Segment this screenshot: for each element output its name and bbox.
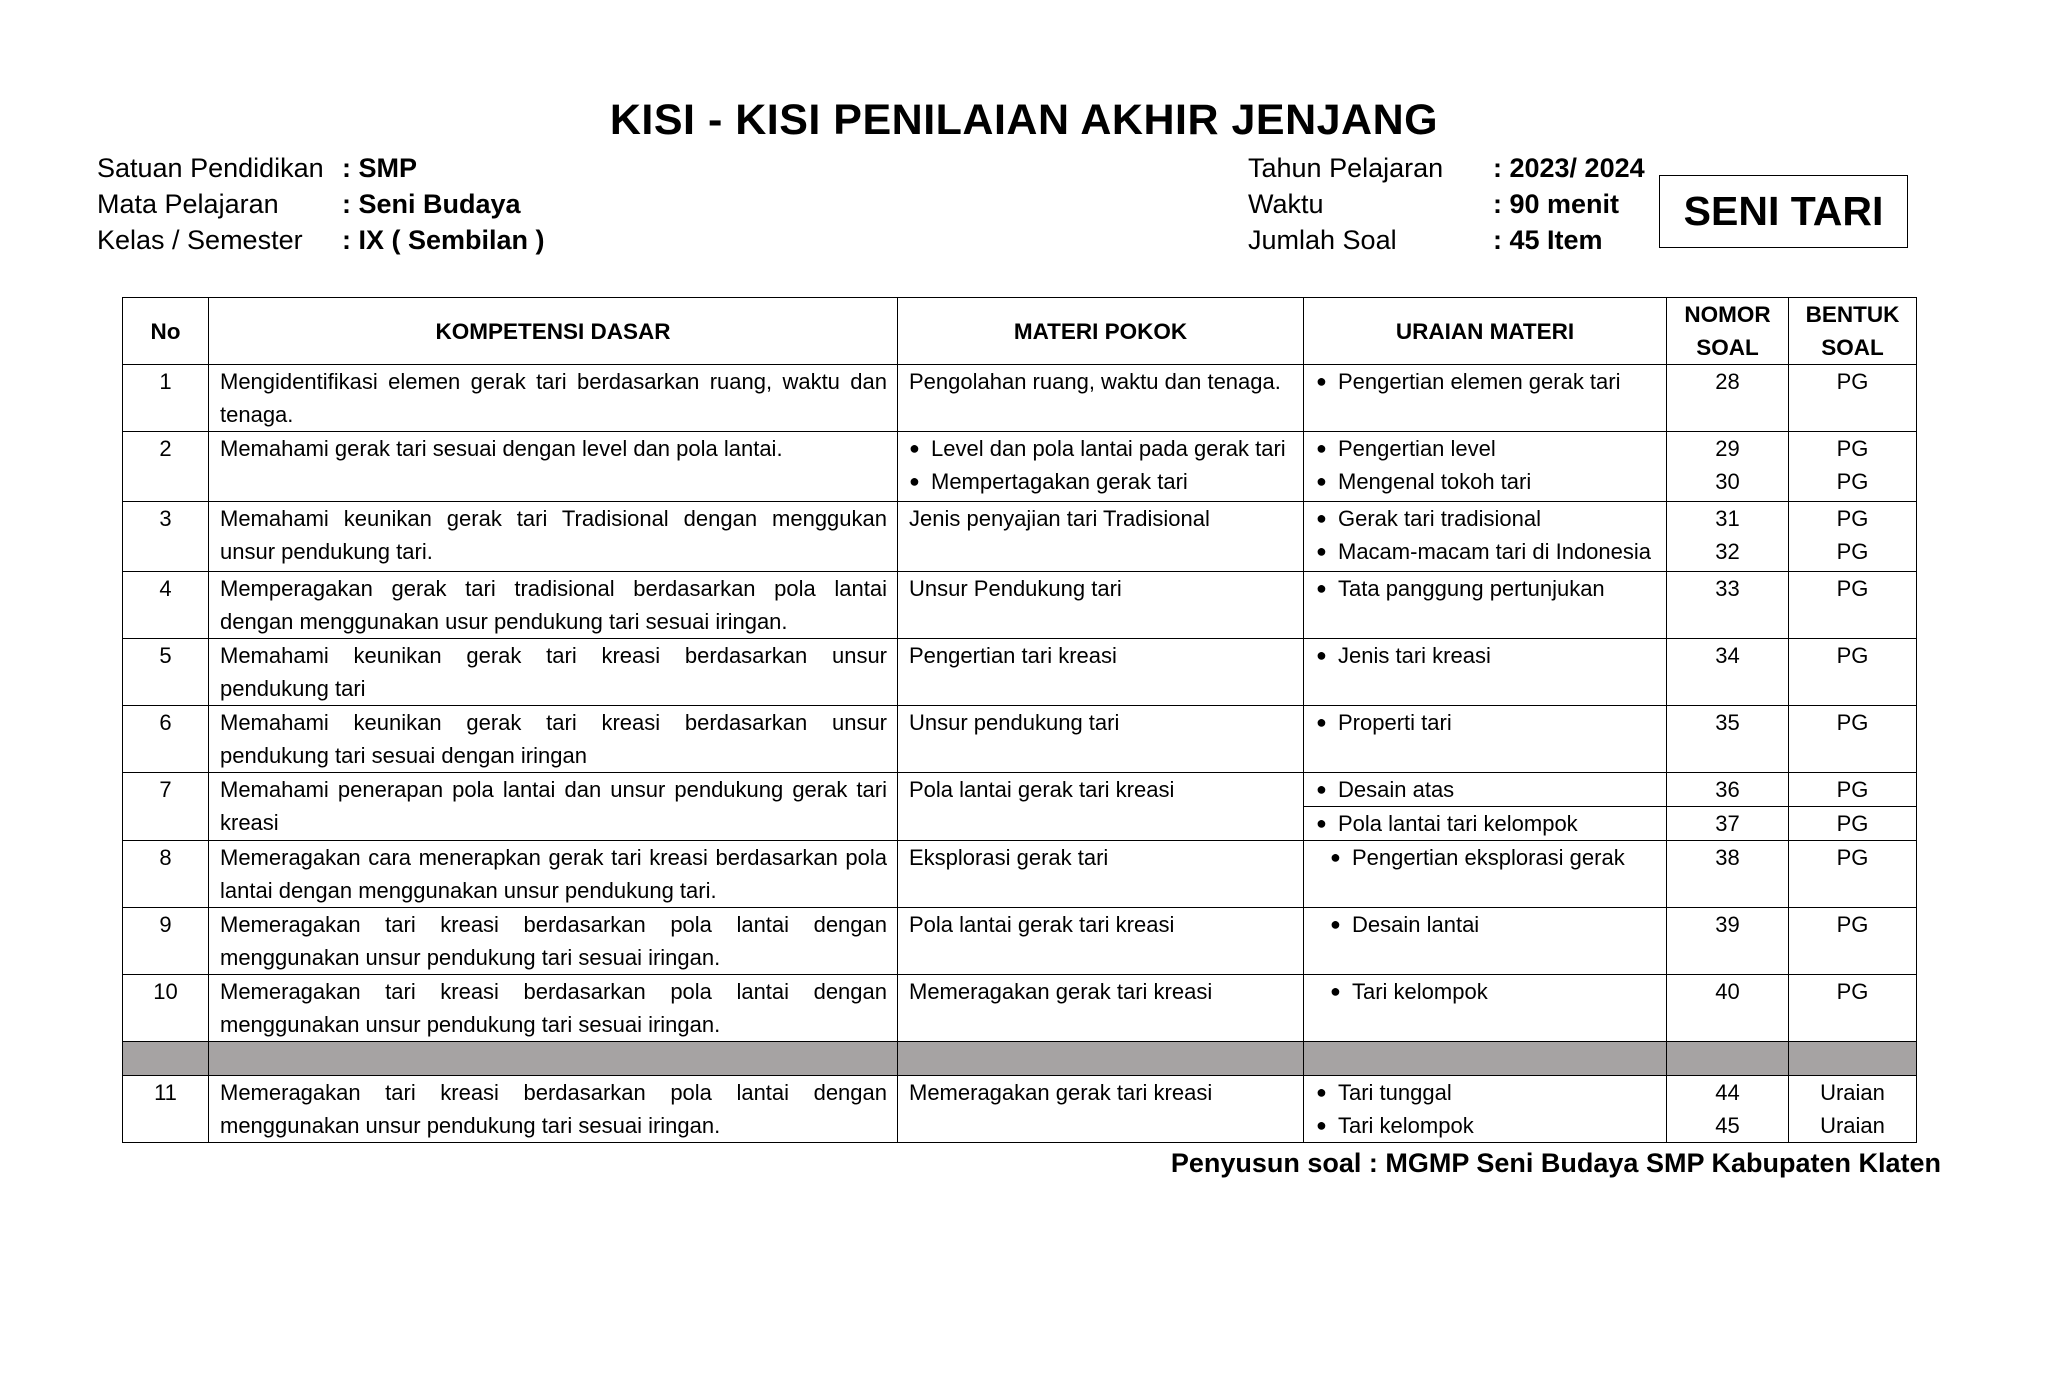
cell-materi: Pengolahan ruang, waktu dan tenaga.	[898, 365, 1304, 432]
cell-uraian	[1304, 706, 1667, 773]
bentuk-value: Uraian	[1820, 1113, 1885, 1138]
cell-no: 7	[123, 773, 209, 841]
cell-uraian	[1304, 1076, 1667, 1143]
info-label: Waktu	[1248, 189, 1324, 219]
bullet-item	[1316, 535, 1658, 568]
bullet-icon: ●	[1330, 914, 1341, 934]
cell-materi: Jenis penyajian tari Tradisional	[898, 502, 1304, 572]
nomor-value: 31	[1715, 506, 1740, 531]
table-row	[123, 432, 1917, 502]
bullet-text: Pola lantai tari kelompok	[1338, 811, 1578, 836]
bullet-item	[909, 432, 1293, 465]
separator-cell	[898, 1042, 1304, 1076]
cell-materi: Pengertian tari kreasi	[898, 639, 1304, 706]
header-text: NOMOR	[1684, 302, 1771, 327]
bullet-icon: ●	[1316, 438, 1327, 458]
cell-kompetensi: Memeragakan cara menerapkan gerak tari kreasi berdasarkan pola lantai dengan menggunakan unsur pendukung tari.	[209, 841, 898, 908]
bullet-icon: ●	[1316, 645, 1327, 665]
table-separator-row	[123, 1042, 1917, 1076]
cell-uraian	[1304, 975, 1667, 1042]
cell-no: 4	[123, 572, 209, 639]
bullet-text: Tari tunggal	[1338, 1080, 1452, 1105]
cell-uraian	[1304, 841, 1667, 908]
cell-bentuk: PG	[1789, 365, 1917, 432]
cell-nomor: 37	[1667, 807, 1789, 841]
header-no: No	[123, 298, 209, 365]
document-title: KISI - KISI PENILAIAN AKHIR JENJANG	[609, 96, 1439, 144]
bullet-item	[1316, 807, 1658, 840]
cell-uraian	[1304, 639, 1667, 706]
cell-uraian	[1304, 432, 1667, 502]
info-value: : 2023/ 2024	[1493, 153, 1645, 183]
cell-bentuk: PG	[1789, 975, 1917, 1042]
bullet-item	[1316, 841, 1658, 874]
nomor-value: 44	[1715, 1080, 1740, 1105]
bullet-text: Gerak tari tradisional	[1338, 506, 1541, 531]
bullet-icon: ●	[1316, 508, 1327, 528]
info-row-satuan	[97, 150, 545, 186]
cell-nomor: 33	[1667, 572, 1789, 639]
cell-no: 5	[123, 639, 209, 706]
cell-bentuk	[1789, 502, 1917, 572]
table-row	[123, 365, 1917, 432]
header-materi-pokok: MATERI POKOK	[898, 298, 1304, 365]
bullet-item	[1316, 908, 1658, 941]
cell-bentuk: PG	[1789, 773, 1917, 807]
bullet-icon: ●	[1316, 371, 1327, 391]
table-row	[123, 706, 1917, 773]
info-row-mapel	[97, 186, 545, 222]
cell-no: 6	[123, 706, 209, 773]
bullet-icon: ●	[1316, 1115, 1327, 1135]
separator-cell	[123, 1042, 209, 1076]
cell-kompetensi: Memahami gerak tari sesuai dengan level dan pola lantai.	[209, 432, 898, 502]
info-row-jumlah	[1248, 222, 1645, 258]
bullet-icon: ●	[1316, 471, 1327, 491]
cell-no: 3	[123, 502, 209, 572]
table-header-row	[123, 298, 1917, 365]
bullet-text: Macam-macam tari di Indonesia	[1338, 539, 1652, 564]
bullet-icon: ●	[1316, 578, 1327, 598]
table-row	[123, 572, 1917, 639]
cell-no: 11	[123, 1076, 209, 1143]
bullet-item	[1316, 773, 1658, 806]
bullet-item	[1316, 365, 1658, 398]
table-row	[123, 639, 1917, 706]
cell-materi: Pola lantai gerak tari kreasi	[898, 773, 1304, 841]
info-value: : IX ( Sembilan )	[342, 225, 545, 255]
bentuk-value: PG	[1836, 436, 1869, 461]
bullet-text: Desain lantai	[1352, 912, 1480, 937]
cell-no: 9	[123, 908, 209, 975]
bullet-text: Mempertagakan gerak tari	[931, 469, 1188, 494]
cell-uraian	[1304, 773, 1667, 807]
cell-kompetensi: Memeragakan tari kreasi berdasarkan pola lantai dengan menggunakan unsur pendukung tari sesuai iringan.	[209, 908, 898, 975]
table-row	[123, 841, 1917, 908]
footer-credit: Penyusun soal : MGMP Seni Budaya SMP Kabupaten Klaten	[1170, 1148, 1941, 1178]
header-uraian-materi: URAIAN MATERI	[1304, 298, 1667, 365]
cell-uraian	[1304, 502, 1667, 572]
info-label: Tahun Pelajaran	[1248, 153, 1444, 183]
separator-cell	[1304, 1042, 1667, 1076]
header-text: SOAL	[1821, 335, 1884, 360]
bullet-text: Pengertian eksplorasi gerak	[1352, 845, 1625, 870]
header-bentuk-soal	[1789, 298, 1917, 365]
info-value: : Seni Budaya	[342, 189, 521, 219]
cell-nomor	[1667, 1076, 1789, 1143]
cell-nomor: 36	[1667, 773, 1789, 807]
nomor-value: 45	[1715, 1113, 1740, 1138]
cell-uraian	[1304, 365, 1667, 432]
cell-materi: Unsur Pendukung tari	[898, 572, 1304, 639]
cell-bentuk: PG	[1789, 908, 1917, 975]
cell-bentuk	[1789, 432, 1917, 502]
info-right	[1248, 150, 1645, 258]
cell-bentuk: PG	[1789, 572, 1917, 639]
bullet-icon: ●	[1316, 712, 1327, 732]
bullet-item	[1316, 502, 1658, 535]
cell-nomor: 39	[1667, 908, 1789, 975]
cell-nomor: 35	[1667, 706, 1789, 773]
table-row	[123, 1076, 1917, 1143]
bentuk-value: PG	[1836, 506, 1869, 531]
bullet-icon: ●	[1316, 779, 1327, 799]
cell-materi: Pola lantai gerak tari kreasi	[898, 908, 1304, 975]
bullet-text: Tari kelompok	[1352, 979, 1488, 1004]
bullet-item	[909, 465, 1293, 498]
cell-nomor: 38	[1667, 841, 1789, 908]
cell-uraian	[1304, 908, 1667, 975]
bullet-text: Tata panggung pertunjukan	[1338, 576, 1605, 601]
bullet-icon: ●	[1316, 541, 1327, 561]
table-row	[123, 502, 1917, 572]
cell-nomor: 28	[1667, 365, 1789, 432]
bullet-icon: ●	[1316, 813, 1327, 833]
cell-kompetensi: Memeragakan tari kreasi berdasarkan pola lantai dengan menggunakan unsur pendukung tari sesuai iringan.	[209, 1076, 898, 1143]
separator-cell	[1789, 1042, 1917, 1076]
bullet-icon: ●	[1330, 847, 1341, 867]
separator-cell	[1667, 1042, 1789, 1076]
info-value: : SMP	[342, 153, 418, 183]
info-left	[97, 150, 545, 258]
cell-nomor: 40	[1667, 975, 1789, 1042]
bullet-item	[1316, 1076, 1658, 1109]
header-nomor-soal	[1667, 298, 1789, 365]
cell-bentuk: PG	[1789, 706, 1917, 773]
cell-materi: Memeragakan gerak tari kreasi	[898, 975, 1304, 1042]
bullet-text: Pengertian elemen gerak tari	[1338, 369, 1621, 394]
nomor-value: 32	[1715, 539, 1740, 564]
cell-materi: Unsur pendukung tari	[898, 706, 1304, 773]
bullet-item	[1316, 572, 1658, 605]
bullet-text: Jenis tari kreasi	[1338, 643, 1491, 668]
info-value: : 90 menit	[1493, 189, 1620, 219]
nomor-value: 29	[1715, 436, 1740, 461]
bentuk-value: Uraian	[1820, 1080, 1885, 1105]
info-label: Kelas / Semester	[97, 225, 303, 255]
table-row	[123, 773, 1917, 807]
bullet-text: Tari kelompok	[1338, 1113, 1474, 1138]
cell-no: 8	[123, 841, 209, 908]
bullet-item	[1316, 465, 1658, 498]
bullet-text: Desain atas	[1338, 777, 1455, 802]
info-label: Satuan Pendidikan	[97, 153, 324, 183]
header-text: SOAL	[1696, 335, 1759, 360]
bullet-item	[1316, 706, 1658, 739]
info-label: Mata Pelajaran	[97, 189, 279, 219]
cell-nomor	[1667, 502, 1789, 572]
bullet-icon: ●	[909, 438, 920, 458]
cell-materi: Memeragakan gerak tari kreasi	[898, 1076, 1304, 1143]
bentuk-value: PG	[1836, 469, 1869, 494]
info-value: : 45 Item	[1493, 225, 1603, 255]
table-row	[123, 975, 1917, 1042]
cell-kompetensi: Memeragakan tari kreasi berdasarkan pola lantai dengan menggunakan unsur pendukung tari sesuai iringan.	[209, 975, 898, 1042]
cell-no: 2	[123, 432, 209, 502]
cell-no: 1	[123, 365, 209, 432]
cell-kompetensi: Memahami keunikan gerak tari kreasi berdasarkan unsur pendukung tari sesuai dengan iringan	[209, 706, 898, 773]
bullet-icon: ●	[1330, 981, 1341, 1001]
cell-nomor	[1667, 432, 1789, 502]
cell-kompetensi: Memperagakan gerak tari tradisional berdasarkan pola lantai dengan menggunakan usur pendukung tari sesuai iringan.	[209, 572, 898, 639]
bullet-icon: ●	[909, 471, 920, 491]
bullet-item	[1316, 432, 1658, 465]
cell-materi	[898, 432, 1304, 502]
bullet-text: Mengenal tokoh tari	[1338, 469, 1532, 494]
cell-bentuk: PG	[1789, 639, 1917, 706]
bullet-text: Properti tari	[1338, 710, 1452, 735]
cell-bentuk: PG	[1789, 807, 1917, 841]
cell-materi: Eksplorasi gerak tari	[898, 841, 1304, 908]
cell-kompetensi: Memahami penerapan pola lantai dan unsur pendukung gerak tari kreasi	[209, 773, 898, 841]
subject-badge: SENI TARI	[1659, 175, 1908, 248]
nomor-value: 30	[1715, 469, 1740, 494]
cell-bentuk: PG	[1789, 841, 1917, 908]
bullet-item	[1316, 1109, 1658, 1142]
header-kompetensi-dasar: KOMPETENSI DASAR	[209, 298, 898, 365]
bullet-text: Pengertian level	[1338, 436, 1496, 461]
cell-no: 10	[123, 975, 209, 1042]
bullet-item	[1316, 975, 1658, 1008]
header-text: BENTUK	[1805, 302, 1900, 327]
info-row-waktu	[1248, 186, 1645, 222]
kisi-table	[122, 297, 1917, 1143]
bullet-item	[1316, 639, 1658, 672]
info-label: Jumlah Soal	[1248, 225, 1397, 255]
cell-kompetensi: Memahami keunikan gerak tari kreasi berdasarkan unsur pendukung tari	[209, 639, 898, 706]
bullet-text: Level dan pola lantai pada gerak tari	[931, 436, 1286, 461]
cell-nomor: 34	[1667, 639, 1789, 706]
cell-uraian	[1304, 572, 1667, 639]
cell-kompetensi: Mengidentifikasi elemen gerak tari berdasarkan ruang, waktu dan tenaga.	[209, 365, 898, 432]
cell-uraian	[1304, 807, 1667, 841]
bullet-icon: ●	[1316, 1082, 1327, 1102]
bentuk-value: PG	[1836, 539, 1869, 564]
separator-cell	[209, 1042, 898, 1076]
info-row-tahun	[1248, 150, 1645, 186]
info-row-kelas	[97, 222, 545, 258]
cell-bentuk	[1789, 1076, 1917, 1143]
cell-kompetensi: Memahami keunikan gerak tari Tradisional dengan menggukan unsur pendukung tari.	[209, 502, 898, 572]
table-row	[123, 908, 1917, 975]
